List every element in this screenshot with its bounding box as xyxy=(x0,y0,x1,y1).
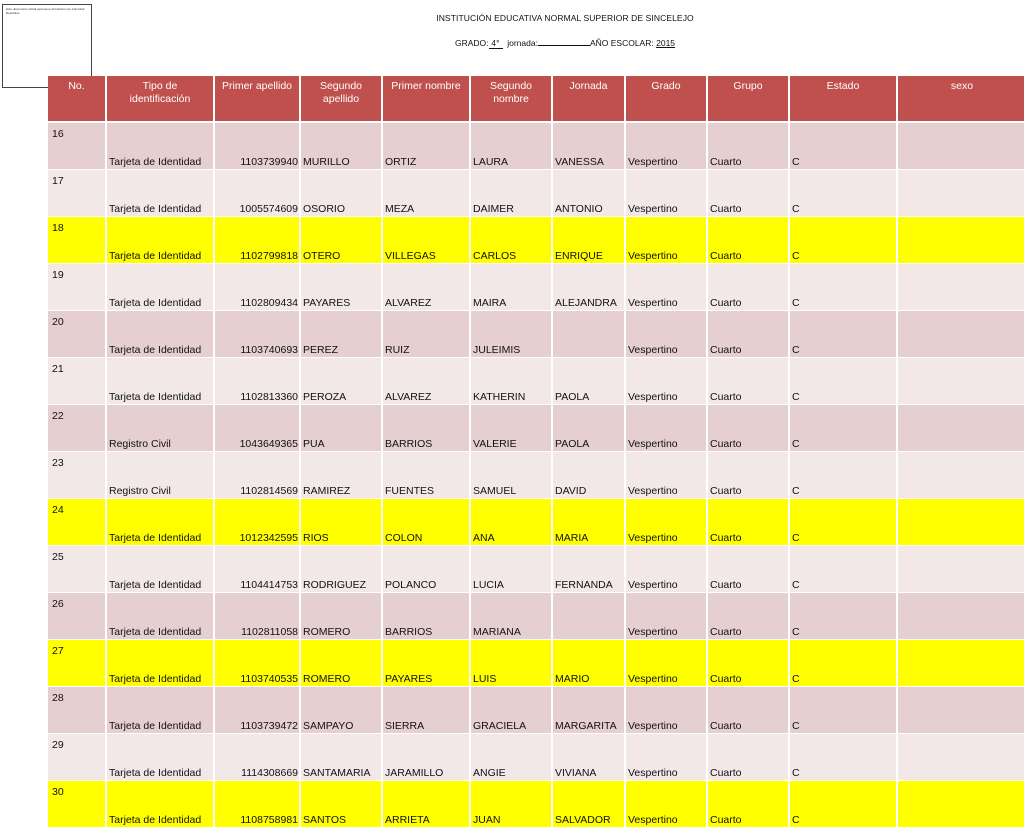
cell-grupo: C xyxy=(790,170,896,217)
cell-jornada: Vespertino xyxy=(626,546,706,593)
cell-jornada: Vespertino xyxy=(626,687,706,734)
cell-segundo-apellido: JARAMILLO xyxy=(383,734,469,781)
cell-grupo: C xyxy=(790,452,896,499)
table-row[interactable] xyxy=(48,546,1024,593)
cell-grado: Cuarto xyxy=(708,405,788,452)
cell-segundo-nombre xyxy=(553,311,624,358)
cell-segundo-apellido: ARRIETA xyxy=(383,781,469,828)
cell-segundo-apellido: ORTIZ xyxy=(383,123,469,170)
cell-jornada: Vespertino xyxy=(626,593,706,640)
cell-segundo-nombre: VIVIANA xyxy=(553,734,624,781)
column-header-grupo[interactable]: Grupo xyxy=(708,76,788,123)
table-row[interactable] xyxy=(48,781,1024,828)
cell-segundo-apellido: ALVAREZ xyxy=(383,264,469,311)
cell-numero-documento: 1108758981 xyxy=(215,781,299,828)
column-header-estado[interactable]: Estado xyxy=(790,76,896,123)
cell-primer-nombre: JULEIMIS xyxy=(471,311,551,358)
cell-numero-documento: 1012342595 xyxy=(215,499,299,546)
cell-no: 16 xyxy=(48,123,105,170)
cell-grupo: C xyxy=(790,593,896,640)
cell-jornada: Vespertino xyxy=(626,123,706,170)
cell-tipo-identificacion: Tarjeta de Identidad xyxy=(107,311,213,358)
cell-primer-apellido: RODRIGUEZ xyxy=(301,546,381,593)
cell-grado: Cuarto xyxy=(708,452,788,499)
cell-segundo-apellido: MEZA xyxy=(383,170,469,217)
cell-tipo-identificacion: Tarjeta de Identidad xyxy=(107,781,213,828)
cell-primer-apellido: PAYARES xyxy=(301,264,381,311)
cell-tipo-identificacion: Tarjeta de Identidad xyxy=(107,170,213,217)
cell-no: 21 xyxy=(48,358,105,405)
cell-grado: Cuarto xyxy=(708,217,788,264)
cell-segundo-nombre: ENRIQUE xyxy=(553,217,624,264)
cell-numero-documento: 1102813360 xyxy=(215,358,299,405)
cell-jornada: Vespertino xyxy=(626,499,706,546)
cell-segundo-nombre: PAOLA xyxy=(553,405,624,452)
cell-primer-nombre: KATHERIN xyxy=(471,358,551,405)
cell-estado-blank xyxy=(898,687,1024,734)
cell-primer-nombre: JUAN xyxy=(471,781,551,828)
cell-primer-nombre: LUIS xyxy=(471,640,551,687)
cell-numero-documento: 1102799818 xyxy=(215,217,299,264)
cell-grupo: C xyxy=(790,640,896,687)
cell-numero-documento: 1104414753 xyxy=(215,546,299,593)
table-header-row xyxy=(48,76,1024,123)
cell-primer-nombre: MARIANA xyxy=(471,593,551,640)
cell-segundo-apellido: POLANCO xyxy=(383,546,469,593)
column-header-primer-nombre[interactable]: Primer nombre xyxy=(383,76,469,123)
column-header-tipo-identificacion[interactable]: Tipo de identificación xyxy=(107,76,213,123)
cell-no: 17 xyxy=(48,170,105,217)
cell-segundo-apellido: SIERRA xyxy=(383,687,469,734)
cell-primer-nombre: DAIMER xyxy=(471,170,551,217)
cell-numero-documento: 1102809434 xyxy=(215,264,299,311)
cell-estado-blank xyxy=(898,640,1024,687)
cell-jornada: Vespertino xyxy=(626,640,706,687)
cell-grupo: C xyxy=(790,687,896,734)
column-header-sexo[interactable]: sexo xyxy=(898,76,1024,123)
cell-primer-apellido: SANTOS xyxy=(301,781,381,828)
column-header-segundo-apellido[interactable]: Segundo apellido xyxy=(301,76,381,123)
cell-segundo-nombre: MARIO xyxy=(553,640,624,687)
cell-primer-apellido: SAMPAYO xyxy=(301,687,381,734)
cell-grado: Cuarto xyxy=(708,123,788,170)
cell-primer-nombre: VALERIE xyxy=(471,405,551,452)
cell-no: 24 xyxy=(48,499,105,546)
column-header-grado[interactable]: Grado xyxy=(626,76,706,123)
cell-no: 19 xyxy=(48,264,105,311)
cell-segundo-apellido: PAYARES xyxy=(383,640,469,687)
cell-numero-documento: 1102811058 xyxy=(215,593,299,640)
cell-primer-nombre: ANGIE xyxy=(471,734,551,781)
cell-primer-apellido: PEREZ xyxy=(301,311,381,358)
cell-grupo: C xyxy=(790,264,896,311)
table-row[interactable] xyxy=(48,734,1024,781)
column-header-primer-apellido[interactable]: Primer apellido xyxy=(215,76,299,123)
cell-primer-apellido: MURILLO xyxy=(301,123,381,170)
cell-grado: Cuarto xyxy=(708,170,788,217)
cell-jornada: Vespertino xyxy=(626,358,706,405)
cell-no: 27 xyxy=(48,640,105,687)
cell-numero-documento: 1103740693 xyxy=(215,311,299,358)
cell-grado: Cuarto xyxy=(708,687,788,734)
cell-grupo: C xyxy=(790,499,896,546)
table-row[interactable] xyxy=(48,593,1024,640)
cell-numero-documento: 1043649365 xyxy=(215,405,299,452)
cell-segundo-nombre: MARIA xyxy=(553,499,624,546)
cell-grupo: C xyxy=(790,358,896,405)
table-row[interactable] xyxy=(48,405,1024,452)
cell-primer-apellido: RIOS xyxy=(301,499,381,546)
cell-segundo-nombre: MARGARITA xyxy=(553,687,624,734)
cell-segundo-nombre: SALVADOR xyxy=(553,781,624,828)
cell-segundo-nombre: PAOLA xyxy=(553,358,624,405)
jornada-value xyxy=(538,45,590,46)
table-row[interactable] xyxy=(48,687,1024,734)
cell-primer-apellido: ROMERO xyxy=(301,640,381,687)
cell-grado: Cuarto xyxy=(708,311,788,358)
cell-numero-documento: 1103739940 xyxy=(215,123,299,170)
cell-jornada: Vespertino xyxy=(626,405,706,452)
cell-primer-nombre: LUCIA xyxy=(471,546,551,593)
cell-segundo-nombre: VANESSA xyxy=(553,123,624,170)
cell-no: 30 xyxy=(48,781,105,828)
cell-tipo-identificacion: Tarjeta de Identidad xyxy=(107,123,213,170)
cell-primer-apellido: PUA xyxy=(301,405,381,452)
grado-value: 4° xyxy=(489,38,503,49)
table-row[interactable] xyxy=(48,170,1024,217)
cell-primer-apellido: OSORIO xyxy=(301,170,381,217)
cell-grado: Cuarto xyxy=(708,264,788,311)
cell-jornada: Vespertino xyxy=(626,781,706,828)
table-row[interactable] xyxy=(48,123,1024,170)
cell-tipo-identificacion: Tarjeta de Identidad xyxy=(107,499,213,546)
cell-tipo-identificacion: Tarjeta de Identidad xyxy=(107,217,213,264)
cell-primer-apellido: ROMERO xyxy=(301,593,381,640)
cell-grado: Cuarto xyxy=(708,640,788,687)
cell-primer-apellido: RAMIREZ xyxy=(301,452,381,499)
anio-label: AÑO ESCOLAR: xyxy=(589,38,654,48)
table-row[interactable] xyxy=(48,311,1024,358)
cell-numero-documento: 1102814569 xyxy=(215,452,299,499)
cell-segundo-nombre xyxy=(553,593,624,640)
cell-estado-blank xyxy=(898,358,1024,405)
table-row[interactable] xyxy=(48,499,1024,546)
cell-estado-blank xyxy=(898,405,1024,452)
table-row[interactable] xyxy=(48,452,1024,499)
cell-grupo: C xyxy=(790,123,896,170)
cell-jornada: Vespertino xyxy=(626,452,706,499)
cell-primer-apellido: PEROZA xyxy=(301,358,381,405)
cell-segundo-apellido: BARRIOS xyxy=(383,593,469,640)
cell-numero-documento: 1005574609 xyxy=(215,170,299,217)
cell-no: 29 xyxy=(48,734,105,781)
document-subtitle xyxy=(300,38,830,49)
cell-primer-nombre: CARLOS xyxy=(471,217,551,264)
table-row[interactable] xyxy=(48,640,1024,687)
cell-numero-documento: 1114308669 xyxy=(215,734,299,781)
cell-no: 20 xyxy=(48,311,105,358)
cell-primer-nombre: GRACIELA xyxy=(471,687,551,734)
grado-label: GRADO: xyxy=(454,38,489,48)
cell-segundo-nombre: FERNANDA xyxy=(553,546,624,593)
cell-estado-blank xyxy=(898,593,1024,640)
cell-primer-apellido: OTERO xyxy=(301,217,381,264)
cell-tipo-identificacion: Tarjeta de Identidad xyxy=(107,734,213,781)
cell-estado-blank xyxy=(898,499,1024,546)
table-row[interactable] xyxy=(48,217,1024,264)
cell-primer-nombre: SAMUEL xyxy=(471,452,551,499)
cell-jornada: Vespertino xyxy=(626,170,706,217)
cell-segundo-nombre: DAVID xyxy=(553,452,624,499)
anio-value: 2015 xyxy=(656,38,676,48)
cell-tipo-identificacion: Registro Civil xyxy=(107,452,213,499)
cell-segundo-apellido: COLON xyxy=(383,499,469,546)
cell-estado-blank xyxy=(898,311,1024,358)
cell-tipo-identificacion: Tarjeta de Identidad xyxy=(107,593,213,640)
document-title: INSTITUCIÓN EDUCATIVA NORMAL SUPERIOR DE SINCELEJO xyxy=(436,13,694,23)
cell-grado: Cuarto xyxy=(708,781,788,828)
cell-segundo-apellido: RUIZ xyxy=(383,311,469,358)
cell-grupo: C xyxy=(790,217,896,264)
cell-jornada: Vespertino xyxy=(626,311,706,358)
cell-tipo-identificacion: Tarjeta de Identidad xyxy=(107,264,213,311)
cell-grupo: C xyxy=(790,546,896,593)
cell-tipo-identificacion: Tarjeta de Identidad xyxy=(107,687,213,734)
cell-grado: Cuarto xyxy=(708,593,788,640)
logo-caption: Este documento oficial pertenece al Gobierno de Colombia Republica xyxy=(6,7,85,15)
cell-grupo: C xyxy=(790,781,896,828)
column-header-no[interactable]: No. xyxy=(48,76,105,123)
table-row[interactable] xyxy=(48,358,1024,405)
cell-grado: Cuarto xyxy=(708,546,788,593)
cell-estado-blank xyxy=(898,264,1024,311)
cell-grupo: C xyxy=(790,405,896,452)
cell-primer-nombre: LAURA xyxy=(471,123,551,170)
cell-tipo-identificacion: Tarjeta de Identidad xyxy=(107,640,213,687)
cell-segundo-apellido: ALVAREZ xyxy=(383,358,469,405)
cell-estado-blank xyxy=(898,123,1024,170)
cell-estado-blank xyxy=(898,734,1024,781)
cell-numero-documento: 1103739472 xyxy=(215,687,299,734)
cell-no: 28 xyxy=(48,687,105,734)
column-header-jornada[interactable]: Jornada xyxy=(553,76,624,123)
jornada-label: jornada: xyxy=(507,38,538,48)
cell-jornada: Vespertino xyxy=(626,217,706,264)
cell-no: 22 xyxy=(48,405,105,452)
cell-grupo: C xyxy=(790,734,896,781)
cell-segundo-nombre: ALEJANDRA xyxy=(553,264,624,311)
cell-grado: Cuarto xyxy=(708,358,788,405)
cell-tipo-identificacion: Registro Civil xyxy=(107,405,213,452)
cell-no: 25 xyxy=(48,546,105,593)
cell-segundo-apellido: VILLEGAS xyxy=(383,217,469,264)
cell-jornada: Vespertino xyxy=(626,264,706,311)
cell-estado-blank xyxy=(898,452,1024,499)
cell-primer-nombre: ANA xyxy=(471,499,551,546)
cell-grupo: C xyxy=(790,311,896,358)
cell-no: 18 xyxy=(48,217,105,264)
cell-grado: Cuarto xyxy=(708,734,788,781)
cell-estado-blank xyxy=(898,217,1024,264)
cell-no: 26 xyxy=(48,593,105,640)
cell-primer-apellido: SANTAMARIA xyxy=(301,734,381,781)
cell-segundo-nombre: ANTONIO xyxy=(553,170,624,217)
cell-estado-blank xyxy=(898,170,1024,217)
cell-no: 23 xyxy=(48,452,105,499)
cell-estado-blank xyxy=(898,781,1024,828)
cell-tipo-identificacion: Tarjeta de Identidad xyxy=(107,546,213,593)
cell-jornada: Vespertino xyxy=(626,734,706,781)
cell-estado-blank xyxy=(898,546,1024,593)
column-header-segundo-nombre[interactable]: Segundo nombre xyxy=(471,76,551,123)
table-body xyxy=(48,123,1024,828)
cell-segundo-apellido: BARRIOS xyxy=(383,405,469,452)
student-records-table xyxy=(46,76,1024,828)
cell-numero-documento: 1103740535 xyxy=(215,640,299,687)
cell-grado: Cuarto xyxy=(708,499,788,546)
cell-primer-nombre: MAIRA xyxy=(471,264,551,311)
table-row[interactable] xyxy=(48,264,1024,311)
cell-tipo-identificacion: Tarjeta de Identidad xyxy=(107,358,213,405)
cell-segundo-apellido: FUENTES xyxy=(383,452,469,499)
